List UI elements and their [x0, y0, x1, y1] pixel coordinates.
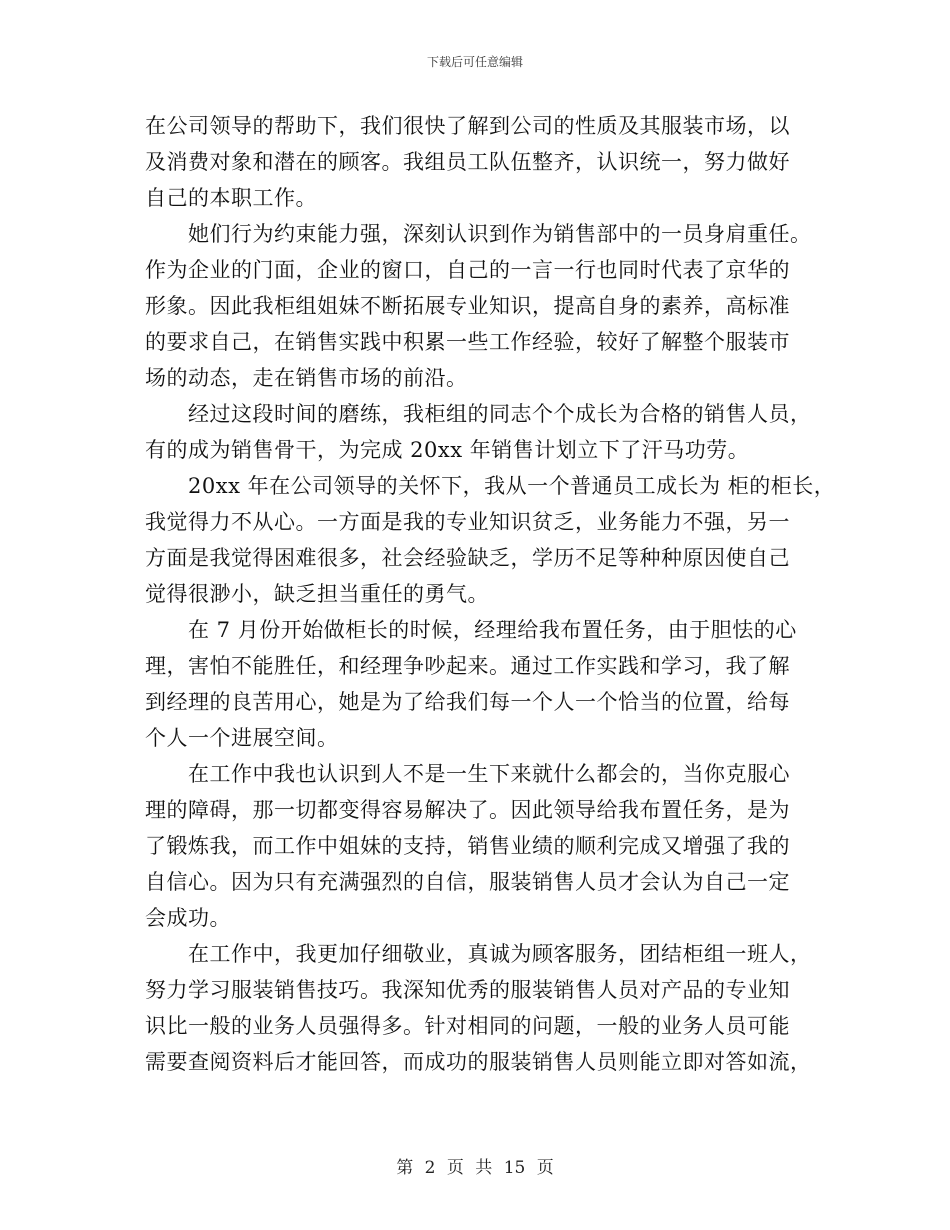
text-line: 有的成为销售骨干，为完成 20xx 年销售计划立下了汗马功劳。: [145, 438, 750, 462]
body-text: [145, 108, 836, 1080]
page-header: 下载后可任意编辑: [426, 55, 523, 69]
text-line: 场的动态，走在销售市场的前沿。: [145, 366, 468, 390]
text-line: 经过这段时间的磨练，我柜组的同志个个成长为合格的销售人员，: [188, 402, 812, 426]
text-line: 在公司领导的帮助下，我们很快了解到公司的性质及其服装市场，以: [145, 114, 790, 138]
text-line: 及消费对象和潜在的顾客。我组员工队伍整齐，认识统一，努力做好: [145, 150, 790, 174]
text-line: 了锻炼我，而工作中姐妹的支持，销售业绩的顺利完成又增强了我的: [145, 834, 790, 858]
text-line: 方面是我觉得困难很多，社会经验缺乏，学历不足等种种原因使自己: [145, 546, 790, 570]
text-line: 形象。因此我柜组姐妹不断拓展专业知识，提高自身的素养，高标准: [145, 294, 790, 318]
text-line: 自信心。因为只有充满强烈的自信，服装销售人员才会认为自己一定: [145, 870, 790, 894]
text-line: 到经理的良苦用心，她是为了给我们每一个人一个恰当的位置，给每: [145, 690, 790, 714]
text-line: 她们行为约束能力强，深刻认识到作为销售部中的一员身肩重任。: [188, 222, 812, 246]
text-line: 觉得很渺小，缺乏担当重任的勇气。: [145, 582, 489, 606]
text-line: 会成功。: [145, 906, 231, 930]
text-line: 20xx 年在公司领导的关怀下，我从一个普通员工成长为 柜的柜长，: [188, 474, 836, 498]
text-line: 在工作中我也认识到人不是一生下来就什么都会的，当你克服心: [188, 762, 790, 786]
text-line: 识比一般的业务人员强得多。针对相同的问题，一般的业务人员可能: [145, 1014, 790, 1038]
text-line: 在工作中，我更加仔细敬业，真诚为顾客服务，团结柜组一班人，: [188, 942, 812, 966]
text-line: 在 7 月份开始做柜长的时候，经理给我布置任务，由于胆怯的心: [188, 618, 797, 642]
text-line: 需要查阅资料后才能回答，而成功的服装销售人员则能立即对答如流，: [145, 1050, 812, 1074]
text-line: 理，害怕不能胜任，和经理争吵起来。通过工作实践和学习，我了解: [145, 654, 790, 678]
text-line: 个人一个进展空间。: [145, 726, 339, 750]
text-line: 的要求自己，在销售实践中积累一些工作经验，较好了解整个服装市: [145, 330, 790, 354]
page-footer: 第 2 页 共 15 页: [396, 1158, 554, 1178]
text-line: 理的障碍，那一切都变得容易解决了。因此领导给我布置任务，是为: [145, 798, 790, 822]
text-line: 作为企业的门面，企业的窗口，自己的一言一行也同时代表了京华的: [145, 258, 790, 282]
text-line: 努力学习服装销售技巧。我深知优秀的服装销售人员对产品的专业知: [145, 978, 790, 1002]
text-line: 自己的本职工作。: [145, 186, 317, 210]
text-line: 我觉得力不从心。一方面是我的专业知识贫乏，业务能力不强，另一: [145, 510, 790, 534]
